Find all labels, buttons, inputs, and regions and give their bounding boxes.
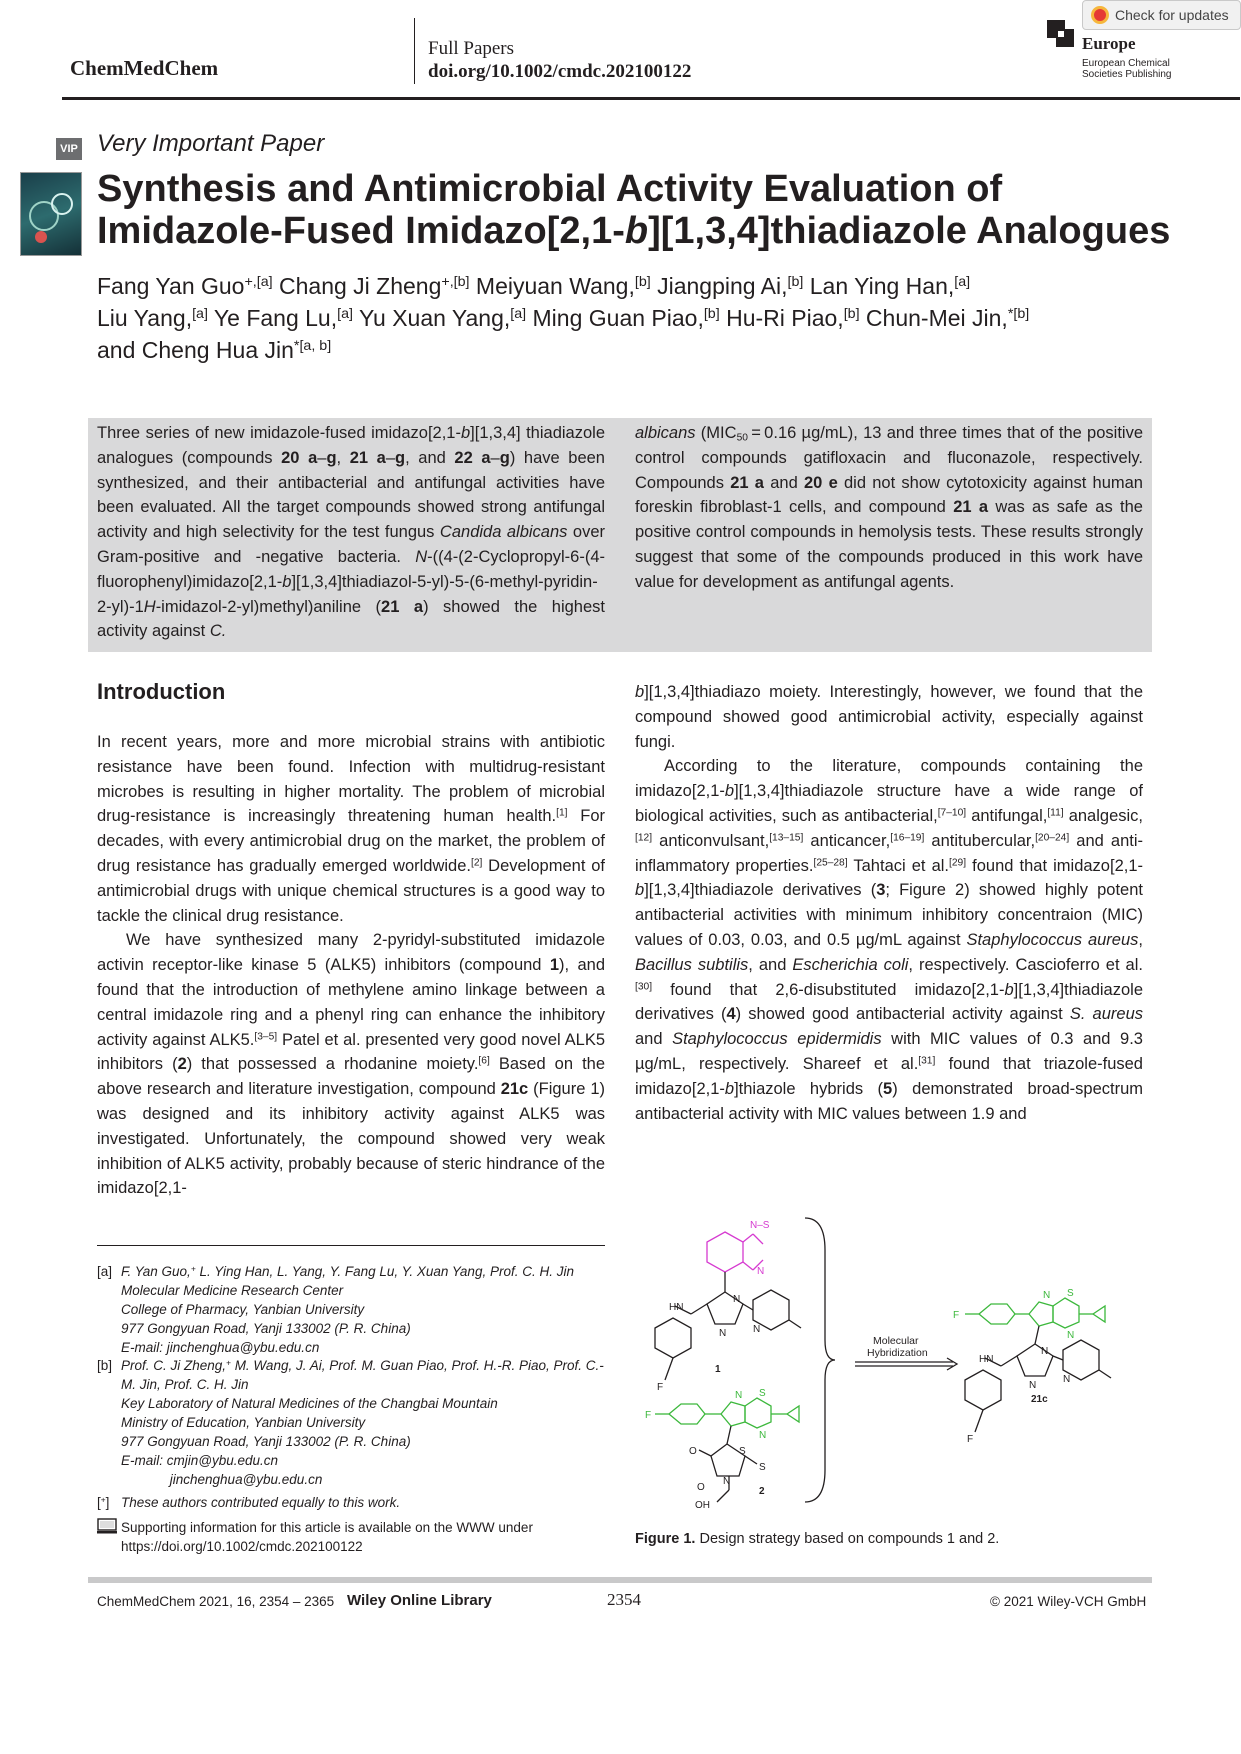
journal-name: ChemMedChem	[70, 56, 219, 80]
affiliation-a: [a] F. Yan Guo,+ L. Ying Han, L. Yang, Y. Fang Lu, Y. Xuan Yang, Prof. C. H. Jin Molecular Medicine Research Center College of Pharmacy, Yanbian University 977 Gongyuan Road, Yanji 133002 (P. R. China) E-mail: jinchenghua@ybu.edu.cn	[97, 1263, 574, 1355]
author: Liu Yang,[a]	[97, 305, 208, 331]
svg-text:N: N	[735, 1390, 743, 1401]
arrow-label-2: Hybridization	[867, 1347, 928, 1359]
svg-text:1: 1	[715, 1364, 721, 1375]
supporting-info-text[interactable]: Supporting information for this article is available on the WWW under https://doi.org/10.1002/cmdc.202100122	[121, 1520, 533, 1554]
figure-1-scheme	[635, 1210, 1135, 1510]
article-title	[97, 168, 1217, 252]
svg-text:N: N	[1043, 1290, 1051, 1301]
rhodanine-structure	[699, 1426, 757, 1502]
section-heading-introduction: Introduction	[97, 679, 226, 704]
svg-text:N: N	[1029, 1380, 1037, 1391]
journal-cover-thumbnail	[20, 172, 82, 256]
intro-column-right	[635, 680, 1143, 1126]
svg-text:S: S	[759, 1462, 766, 1473]
author: Meiyuan Wang,[b]	[475, 273, 651, 299]
header-rule	[62, 97, 1240, 100]
svg-text:F: F	[657, 1382, 664, 1393]
svg-text:F: F	[953, 1310, 960, 1321]
update-badge-icon	[1091, 6, 1109, 24]
author: Jiangping Ai,[b]	[657, 273, 804, 299]
svg-text:O: O	[697, 1482, 705, 1493]
title-line-2: Imidazole-Fused Imidazo[2,1-b][1,3,4]thiadiazole Analogues	[97, 210, 1171, 252]
doi-link[interactable]: doi.org/10.1002/cmdc.202100122	[428, 61, 692, 82]
author: Ming Guan Piao,[b]	[532, 305, 720, 331]
section-label: Full Papers	[428, 38, 515, 59]
computer-icon	[97, 1518, 117, 1539]
footer-citation: ChemMedChem 2021, 16, 2354 – 2365	[97, 1594, 335, 1609]
svg-text:F: F	[645, 1410, 652, 1421]
footnote-rule	[97, 1245, 605, 1246]
author: Chun-Mei Jin,$^{*[b]}$	[865, 305, 1030, 331]
supporting-info-note	[97, 1518, 607, 1556]
paragraph: According to the literature, compounds containing the imidazo[2,1-b][1,3,4]thiadiazole structure have a wide range of biological activities, such as antibacterial,[7–10] antifungal,[11] analgesic,[12] anticonvulsant,[13–15] anticancer,[16–19] antitubercular,[20–24] and anti-inflammatory properties.[25–28] Tahtaci et al.[29] found that imidazo[2,1-b][1,3,4]thiadiazole derivatives (3; Figure 2) showed highly potent antibacterial activities with minimum inhibitory concentraion (MIC) values of 0.03, 0.03, and 0.5 µg/mL against Staphylococcus aureus, Bacillus subtilis, and Escherichia coli, respectively. Cascioferro et al.[30] found that 2,6-disubstituted imidazo[2,1-b][1,3,4]thiadiazole derivatives (4) showed good antibacterial activity against S. aureus and Staphylococcus epidermidis with MIC values of 0.3 and 9.3 µg/mL, respectively. Shareef et al.[31] found that triazole-fused imidazo[2,1-b]thiazole hybrids (5) demonstrated broad-spectrum antibacterial activity with MIC values between 1.9 and	[635, 757, 1144, 1123]
svg-text:N: N	[759, 1430, 767, 1441]
svg-text:F: F	[967, 1434, 974, 1445]
svg-text:N: N	[1041, 1346, 1049, 1357]
svg-text:N: N	[733, 1294, 741, 1305]
title-line-1: Synthesis and Antimicrobial Activity Evaluation of	[97, 168, 1003, 210]
author: and Cheng Hua Jin$^{*[a, b]}$	[97, 337, 332, 363]
publisher-subtitle	[1082, 58, 1172, 80]
svg-text:S: S	[759, 1388, 766, 1399]
author: Fang Yan Guo$^{+,[a]}$	[97, 273, 273, 299]
svg-text:21c: 21c	[1031, 1394, 1048, 1405]
svg-text:HN: HN	[669, 1302, 684, 1313]
paragraph: In recent years, more and more microbial strains with antibiotic resistance have been found. Infection with multidrug-resistant microbes is resulting in higher mortality. The problem of microbial drug-resistance is increasingly threatening human health.[1] For decades, with every antimicrobial drug on the market, the problem of drug resistance has gradually emerged worldwide.[2] Development of antimicrobial drugs with unique chemical structures is a good way to tackle the clinical drug resistance.	[97, 733, 605, 925]
svg-text:N: N	[757, 1266, 765, 1277]
author: Lan Ying Han,[a]	[809, 273, 971, 299]
compound-2-green-core	[655, 1398, 799, 1428]
paragraph: We have synthesized many 2-pyridyl-substituted imidazole activin receptor-like kinase 5 (ALK5) inhibitors (compound 1), and found that the introduction of methylene amino linkage between a central imidazole ring and a phenyl ring can enhance the inhibitory activity against ALK5.[3–5] Patel et al. presented very good novel ALK5 inhibitors (2) that possessed a rhodanine moiety.[6] Based on the above research and literature investigation, compound 21c (Figure 1) was designed and its inhibitory activity against ALK5 was investigated. Unfortunately, the compound showed very weak inhibition of ALK5 activity, probably because of steric hindrance of the imidazo[2,1-	[97, 931, 605, 1198]
author: Ye Fang Lu,[a]	[213, 305, 353, 331]
svg-text:HN: HN	[979, 1354, 994, 1365]
author-list	[97, 270, 1217, 366]
svg-text:N: N	[1067, 1330, 1075, 1341]
figure-caption: Figure 1. Design strategy based on compounds 1 and 2.	[635, 1531, 1000, 1547]
author: Chang Ji Zheng$^{+,[b]}$	[279, 273, 470, 299]
footer-rule	[88, 1577, 1152, 1583]
publisher-subtitle-line-2: Societies Publishing	[1082, 69, 1172, 80]
compound-21c-structure	[965, 1326, 1111, 1432]
header-divider	[414, 18, 415, 84]
wiley-online-library-link[interactable]: Wiley Online Library	[347, 1592, 492, 1609]
arrow-label-1: Molecular	[873, 1335, 919, 1347]
intro-column-left	[97, 730, 605, 1201]
bracket	[805, 1218, 835, 1502]
paragraph: b][1,3,4]thiadiazo moiety. Interestingly, however, we found that the compound showed good antimicrobial activity, especially against fungi.	[635, 683, 1143, 751]
svg-text:N: N	[753, 1324, 761, 1335]
affiliation-b: [b] Prof. C. Ji Zheng,+ M. Wang, J. Ai, Prof. M. Guan Piao, Prof. H.-R. Piao, Prof. C.-M. Jin, Prof. C. H. Jin Key Laboratory of Natural Medicines of the Changbai Mountain Ministry of Education, Yanbian University 977 Gongyuan Road, Yanji 133002 (P. R. China) E-mail: cmjin@ybu.edu.cn jinchenghua@ybu.edu.cn	[97, 1357, 604, 1487]
svg-text:N: N	[723, 1476, 731, 1487]
compound-21c-green-core	[965, 1298, 1105, 1328]
author: Hu-Ri Piao,[b]	[726, 305, 860, 331]
svg-text:S: S	[1067, 1288, 1074, 1299]
abstract-text-left: Three series of new imidazole-fused imidazo[2,1-b][1,3,4] thiadiazole analogues (compounds 20 a–g, 21 a–g, and 22 a–g) have been synthesized, and their antibacterial and antifungal activities have been evaluated. All the target compounds showed strong antifungal activity and high selectivity for the test fungus Candida albicans over Gram-positive and -negative bacteria. N-((4-(2-Cyclopropyl-6-(4-fluorophenyl)imidazo[2,1-b][1,3,4]thiadiazol-5-yl)-5-(6-methyl-pyridin-2-yl)-1H-imidazol-2-yl)methyl)aniline (21 a) showed the highest activity against C.	[97, 424, 606, 641]
page-number: 2354	[607, 1590, 641, 1609]
abstract-text-right: albicans ($MIC_{50} = 0.16$ µg/mL), 13 and three times that of the positive control compounds gatifloxacin and fluconazole, respectively. Compounds 21 a and 20 e did not show cytotoxicity against human foreskin fibroblast-1 cells, and compound 21 a was as safe as the positive control compounds in hemolysis tests. These results strongly suggest that some of the compounds produced in this work have value for development as antifungal agents.	[635, 424, 1143, 591]
svg-text:OH: OH	[695, 1500, 710, 1510]
publisher-name: Europe	[1082, 34, 1136, 53]
vip-label: Very Important Paper	[97, 130, 325, 157]
svg-text:N: N	[719, 1328, 727, 1339]
author: Yu Xuan Yang,[a]	[358, 305, 527, 331]
svg-text:O: O	[689, 1446, 697, 1457]
check-updates-label: Check for updates	[1115, 7, 1229, 23]
compound-1-structure	[655, 1272, 801, 1380]
publisher-logo-icon	[1047, 20, 1075, 48]
svg-text:N: N	[1063, 1374, 1071, 1385]
copyright: © 2021 Wiley-VCH GmbH	[990, 1594, 1147, 1609]
vip-badge: VIP	[56, 138, 82, 160]
svg-text:S: S	[739, 1446, 746, 1457]
benzothiadiazole-ring	[707, 1232, 763, 1272]
svg-text:2: 2	[759, 1486, 765, 1497]
publisher-subtitle-line-1: European Chemical	[1082, 58, 1170, 69]
check-for-updates-button[interactable]	[1082, 0, 1241, 30]
svg-text:N–S: N–S	[750, 1220, 770, 1231]
equal-contribution-note: [+] These authors contributed equally to this work.	[97, 1494, 401, 1510]
